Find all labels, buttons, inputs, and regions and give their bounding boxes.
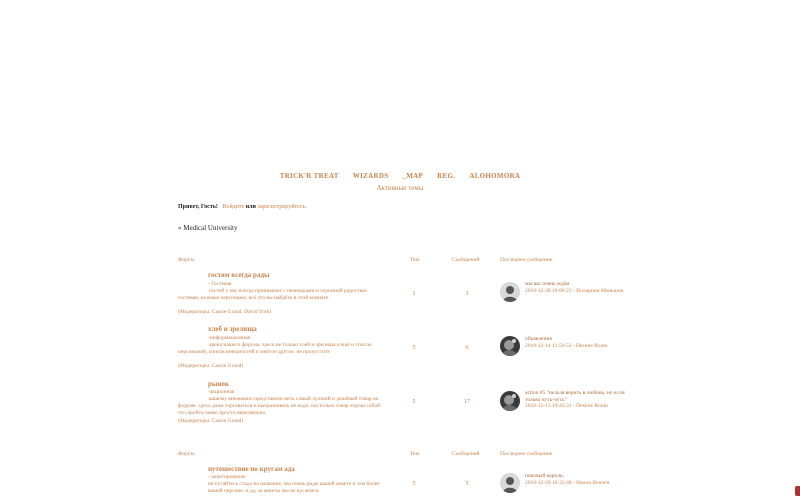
scroll-indicator[interactable]: [795, 486, 800, 496]
greeting-text: Привет, Гость!: [178, 204, 218, 210]
forum-post-count: 6: [465, 345, 469, 351]
forum-topic-count: 5: [412, 399, 416, 405]
last-post-meta: 2010-12-14 11:50:52 - Desiree Roum: [525, 342, 608, 349]
last-post-meta: 2010-12-20 18:35:48 - Mason Bennett: [525, 479, 610, 486]
forum-post-count: 3: [465, 291, 469, 297]
last-poster-avatar[interactable]: [500, 282, 520, 302]
forum-post-count: 17: [464, 399, 470, 405]
last-post-info: [525, 473, 635, 486]
header-last-post: Последнее сообщение: [500, 451, 553, 457]
active-topics-link[interactable]: Активные темы: [376, 184, 424, 192]
default-user-icon: [500, 473, 520, 493]
forum-topic-count: 1: [412, 291, 416, 297]
last-post-meta: 2010-12-28 10:00:23 - Илларион Меньшов: [525, 287, 624, 294]
register-link[interactable]: зарегистрируйтесь.: [257, 204, 307, 210]
forum-post-count: 5: [465, 481, 469, 487]
last-post-title[interactable]: объявления: [525, 336, 552, 342]
header-posts: Сообщений: [452, 451, 480, 457]
forum-title[interactable]: путешествие по кругам ада: [208, 465, 295, 473]
forum-tag: - Гостевая: [208, 281, 232, 287]
last-poster-avatar[interactable]: [500, 473, 520, 493]
forum-description: арена нашего форума. здесь не только хлеб и зрелища а ещё и список персонажей, список внешностей и многое другое. не пропустите: [178, 342, 372, 355]
forum-tag: - анкетирование: [208, 474, 246, 480]
nav-link-trick-r-treat[interactable]: TRICK'R TREAT: [279, 172, 339, 180]
last-post-info: [525, 281, 635, 294]
login-link[interactable]: Войдите: [222, 204, 245, 210]
nav-link-wizards[interactable]: WIZARDS: [352, 172, 389, 180]
last-post-info: [525, 390, 635, 410]
top-navigation: [0, 172, 800, 180]
greeting-bar: [178, 204, 307, 210]
last-post-title[interactable]: мы вас очень ждём: [525, 281, 570, 287]
user-photo-icon: [500, 336, 520, 356]
last-post-info: [525, 336, 635, 349]
default-user-icon: [500, 282, 520, 302]
header-topics: Тем: [410, 257, 420, 263]
forum-title[interactable]: хлеб и зрелища: [208, 325, 257, 333]
nav-link-alohomora[interactable]: ALOHOMORA: [469, 172, 521, 180]
forum-topic-count: 5: [412, 481, 416, 487]
forum-description: вашему вниманию представлен весь самый лучший и дешёвый товар на форуме. здесь даже торговаться и выпрашивать не надо, настолько товар хорош собой что пройти мимо просто невозможно.: [178, 396, 381, 416]
forum-description: гостей у нас всегда принимают с печеньками и огромной радостью: гостевая, нужные персонажи, всё это вы найдёте в этой комнате.: [178, 288, 368, 301]
header-posts: Сообщений: [452, 257, 480, 263]
greeting-or: или: [245, 204, 256, 210]
forum-description: не пугайтесь стада на название, мы очень рады вашей анкете и тем более вашей персоне. и да, за анкеты мы не кусаемся.: [208, 481, 380, 494]
header-forum: Форум: [178, 451, 194, 457]
forum-moderators[interactable]: (Модераторы: Cassie Grand): [178, 418, 244, 424]
user-photo-icon: [500, 391, 520, 411]
breadcrumb[interactable]: » Medical University: [178, 224, 238, 232]
forum-tag: -информационная: [208, 335, 251, 341]
forum-moderators[interactable]: (Модераторы: Cassie Grand): [178, 363, 244, 369]
header-last-post: Последнее сообщение: [500, 257, 553, 263]
forum-tag: -акционная: [208, 389, 235, 395]
forum-title[interactable]: гостям всегда рады: [208, 271, 270, 279]
last-poster-avatar[interactable]: [500, 336, 520, 356]
header-topics: Тем: [410, 451, 420, 457]
last-poster-avatar[interactable]: [500, 391, 520, 411]
forum-title[interactable]: рынок: [208, 380, 229, 388]
last-post-title[interactable]: пиковый король;: [525, 473, 564, 479]
header-forum: Форум: [178, 257, 194, 263]
forum-topic-count: 5: [412, 345, 416, 351]
nav-link-reg[interactable]: REG.: [437, 172, 456, 180]
last-post-title[interactable]: action #5 "нельзя верить в любовь, ну если только чуть-чуть": [525, 390, 625, 403]
last-post-meta: 2010-12-13 19:45:31 - Desiree Roum: [525, 403, 608, 409]
forum-moderators[interactable]: (Модераторы: Cassie Grand, David York): [178, 309, 272, 315]
nav-link-map[interactable]: _MAP: [402, 172, 424, 180]
